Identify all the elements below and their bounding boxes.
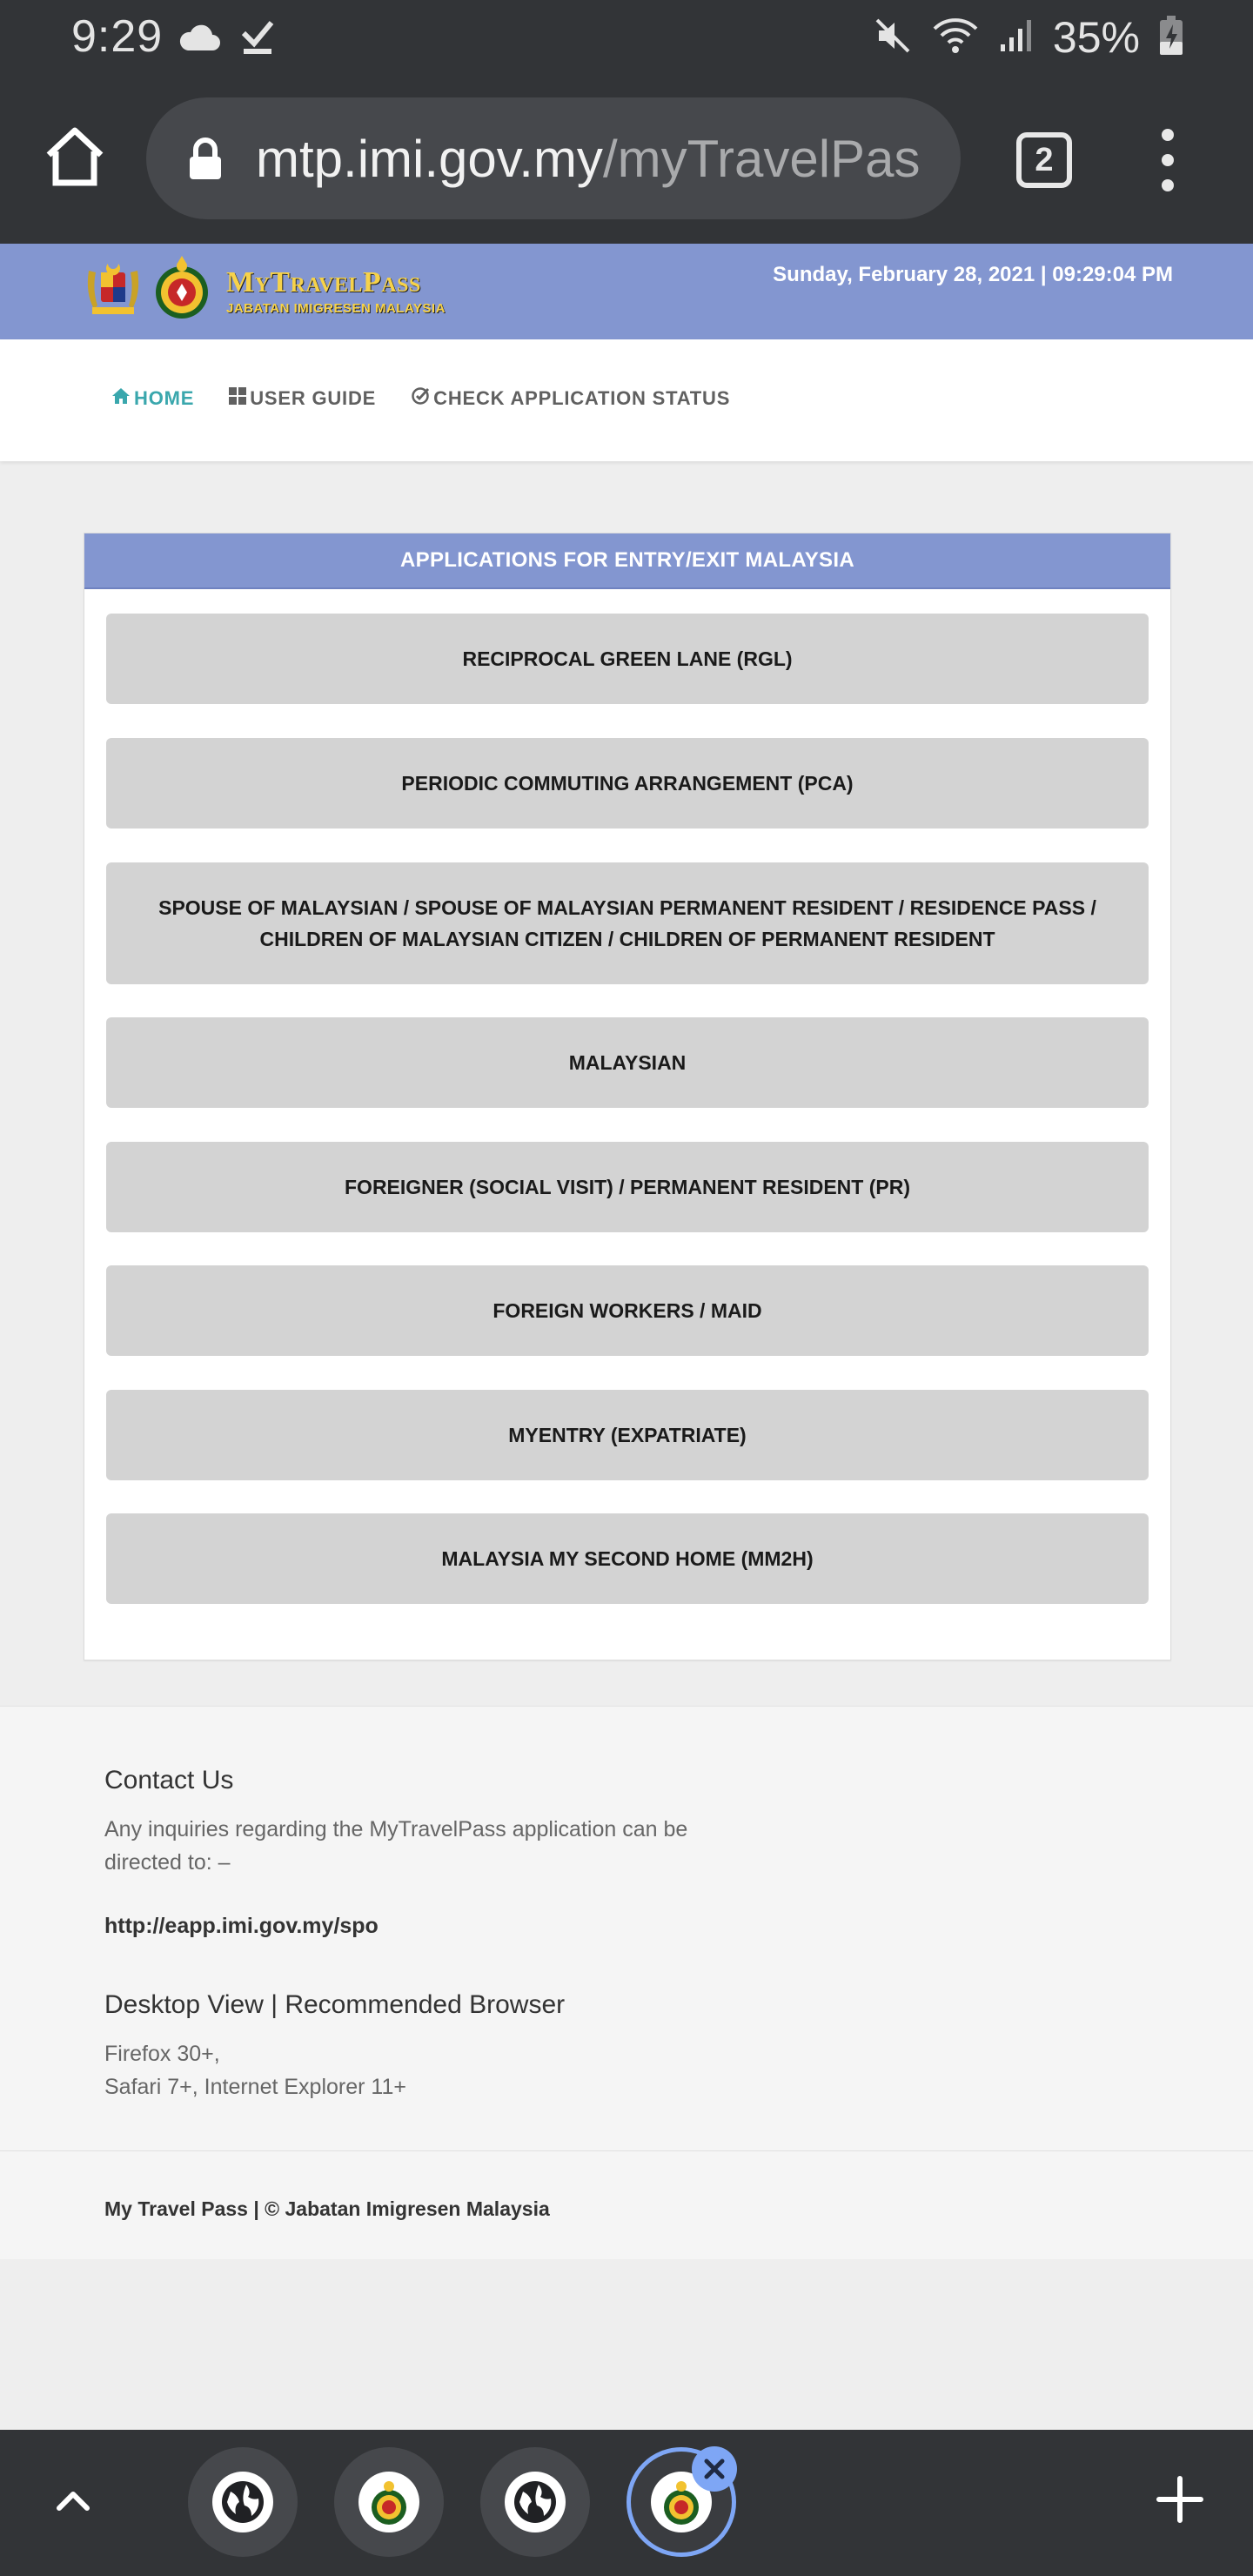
contact-link[interactable]: http://eapp.imi.gov.my/spo xyxy=(104,1914,379,1938)
address-bar[interactable] xyxy=(146,97,961,219)
page-bottom-area xyxy=(0,2259,1253,2430)
status-bar xyxy=(0,0,1253,77)
browsers-line-1: Firefox 30+, xyxy=(104,2042,220,2066)
menu-dot xyxy=(1162,179,1174,191)
immigration-crest-icon xyxy=(153,254,211,328)
grid-icon xyxy=(229,387,246,410)
tab-thumbnail[interactable] xyxy=(334,2447,444,2557)
status-time: 9:29 xyxy=(71,11,164,62)
globe-icon xyxy=(212,2472,273,2532)
tab-switcher-button[interactable]: 2 xyxy=(1016,132,1072,188)
expand-tabs-button[interactable] xyxy=(49,2477,97,2530)
url-path: /myTravelPas xyxy=(602,130,921,188)
download-done-icon xyxy=(240,19,275,60)
new-tab-button[interactable] xyxy=(1154,2473,1206,2530)
battery-charging-icon xyxy=(1159,16,1183,60)
myentry-button[interactable]: MYENTRY (EXPATRIATE) xyxy=(106,1390,1149,1480)
site-footer xyxy=(0,1706,1253,2259)
mm2h-button[interactable]: MALAYSIA MY SECOND HOME (MM2H) xyxy=(106,1513,1149,1604)
browser-home-button[interactable] xyxy=(42,124,108,190)
menu-dot xyxy=(1162,129,1174,141)
contact-text: Any inquiries regarding the MyTravelPass application can be directed to: – xyxy=(104,1817,688,1875)
footer-divider xyxy=(0,2150,1253,2151)
foreigner-pr-button[interactable]: FOREIGNER (SOCIAL VISIT) / PERMANENT RESIDENT (PR) xyxy=(106,1142,1149,1232)
logo-subtitle: JABATAN IMIGRESEN MALAYSIA xyxy=(226,301,446,316)
globe-icon xyxy=(505,2472,566,2532)
malaysian-button[interactable]: MALAYSIAN xyxy=(106,1017,1149,1108)
foreign-workers-button[interactable]: FOREIGN WORKERS / MAID xyxy=(106,1265,1149,1356)
browsers-line-2: Safari 7+, Internet Explorer 11+ xyxy=(104,2075,406,2099)
contact-title: Contact Us xyxy=(104,1766,234,1794)
signal-icon xyxy=(999,18,1034,57)
recommended-browsers xyxy=(104,2037,406,2103)
rgl-button[interactable]: RECIPROCAL GREEN LANE (RGL) xyxy=(106,614,1149,704)
nav-user-guide[interactable] xyxy=(229,387,376,410)
desktop-view-title: Desktop View | Recommended Browser xyxy=(104,1990,566,2019)
card-title: APPLICATIONS FOR ENTRY/EXIT MALAYSIA xyxy=(84,533,1170,589)
nav-check-status[interactable] xyxy=(411,386,730,411)
lock-icon xyxy=(186,138,224,185)
nav-check-status-label: CHECK APPLICATION STATUS xyxy=(433,387,731,409)
nav-home-label: HOME xyxy=(134,387,195,409)
logo-title: MyTravelPass xyxy=(226,266,421,299)
crest-icon xyxy=(358,2472,419,2532)
copyright: My Travel Pass | © Jabatan Imigresen Malaysia xyxy=(104,2197,550,2220)
spouse-children-button[interactable]: SPOUSE OF MALAYSIAN / SPOUSE OF MALAYSIAN PERMANENT RESIDENT / RESIDENCE PASS / CHILDREN OF MALAYSIAN CITIZEN / CHILDREN OF PERMANENT RESIDENT xyxy=(106,862,1149,984)
browser-toolbar xyxy=(0,77,1253,244)
nav-home[interactable] xyxy=(111,387,194,410)
wifi-icon xyxy=(931,17,980,59)
tab-thumbnail[interactable] xyxy=(480,2447,590,2557)
tab-strip xyxy=(0,2430,1253,2576)
pca-button[interactable]: PERIODIC COMMUTING ARRANGEMENT (PCA) xyxy=(106,738,1149,828)
close-tab-icon[interactable] xyxy=(692,2446,737,2492)
site-header xyxy=(0,244,1253,339)
check-circle-icon xyxy=(411,386,430,411)
applications-card xyxy=(84,533,1171,1660)
header-datetime: Sunday, February 28, 2021 | 09:29:04 PM xyxy=(773,263,1173,286)
url-host: mtp.imi.gov.my xyxy=(256,130,603,188)
site-logo[interactable] xyxy=(80,254,446,328)
overflow-menu-button[interactable] xyxy=(1150,125,1185,195)
menu-dot xyxy=(1162,154,1174,166)
url-text xyxy=(256,129,943,189)
nav-user-guide-label: USER GUIDE xyxy=(250,387,377,409)
mute-icon xyxy=(874,17,912,59)
home-icon xyxy=(111,387,131,410)
cloud-icon xyxy=(178,23,221,57)
malaysia-coat-of-arms-icon xyxy=(80,258,146,324)
tab-thumbnail-selected[interactable] xyxy=(626,2447,736,2557)
battery-percent: 35% xyxy=(1052,13,1140,62)
tab-thumbnail[interactable] xyxy=(188,2447,298,2557)
main-nav xyxy=(0,339,1253,461)
